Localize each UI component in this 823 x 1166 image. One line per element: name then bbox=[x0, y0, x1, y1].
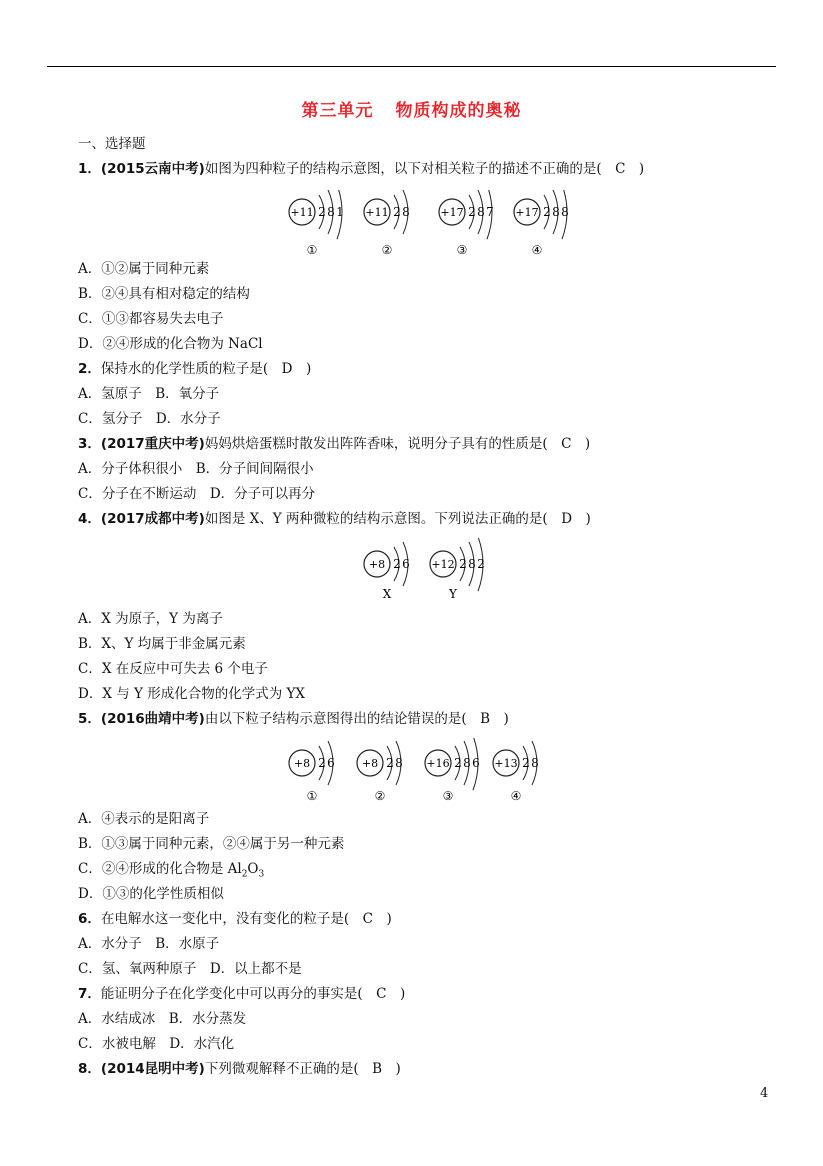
fig2-atom bbox=[430, 538, 485, 601]
page-title bbox=[0, 96, 823, 121]
electron-count: 6 bbox=[402, 557, 410, 571]
q6-options-cd: C．氢、氧两种原子 D．以上都不是 bbox=[78, 961, 302, 977]
section-heading: 一、选择题 bbox=[78, 136, 146, 152]
q1-option-d: D．②④形成的化合物为 NaCl bbox=[78, 336, 263, 352]
electron-count: 2 bbox=[393, 557, 401, 571]
q5-option-c: C．②④形成的化合物是 $Al_2O_3$ bbox=[78, 861, 265, 880]
question-6: 6．在电解水这一变化中，没有变化的粒子是( C ) bbox=[78, 911, 392, 927]
question-3: 3．(2017重庆中考)妈妈烘焙蛋糕时散发出阵阵香味，说明分子具有的性质是( C ) bbox=[78, 436, 591, 452]
diagram-label: ④ bbox=[531, 243, 543, 257]
question-1: 1．(2015云南中考)如图为四种粒子的结构示意图，以下对相关粒子的描述不正确的是( C ) bbox=[78, 161, 645, 177]
fig3-atom bbox=[289, 741, 335, 803]
electron-count: 2 bbox=[522, 756, 530, 770]
nucleus-charge: +13 bbox=[494, 757, 518, 770]
q3-options-cd: C．分子在不断运动 D．分子可以再分 bbox=[78, 486, 316, 502]
fig3-atom bbox=[425, 738, 480, 803]
fig1-atom bbox=[289, 190, 344, 257]
q1-option-b: B．②④具有相对稳定的结构 bbox=[78, 286, 250, 302]
q2-options-ab: A．氢原子 B．氧分子 bbox=[78, 386, 220, 402]
nucleus-charge: +12 bbox=[431, 558, 455, 571]
figure-3-particle-diagrams bbox=[280, 738, 580, 808]
nucleus-charge: +17 bbox=[515, 206, 539, 219]
electron-count: 8 bbox=[468, 557, 476, 571]
electron-count: 8 bbox=[395, 756, 403, 770]
electron-count: 8 bbox=[552, 205, 560, 219]
diagram-label: X bbox=[382, 587, 392, 601]
q1-option-a: A．①②属于同种元素 bbox=[78, 261, 210, 277]
question-5: 5．(2016曲靖中考)由以下粒子结构示意图得出的结论错误的是( B ) bbox=[78, 711, 509, 727]
title-unit: 第三单元 bbox=[301, 101, 374, 121]
diagram-label: ④ bbox=[510, 789, 522, 803]
electron-count: 8 bbox=[531, 756, 539, 770]
figure-1-atom-diagrams bbox=[280, 190, 580, 260]
electron-count: 2 bbox=[386, 756, 394, 770]
electron-count: 7 bbox=[486, 205, 494, 219]
question-7: 7．能证明分子在化学变化中可以再分的事实是( C ) bbox=[78, 986, 406, 1002]
nucleus-charge: +11 bbox=[365, 206, 389, 219]
fig1-atom bbox=[364, 190, 410, 257]
nucleus-charge: +8 bbox=[361, 757, 379, 770]
fig3-atom bbox=[357, 741, 403, 803]
electron-count: 8 bbox=[402, 205, 410, 219]
question-4: 4．(2017成都中考)如图是 X、Y 两种微粒的结构示意图。下列说法正确的是( D ) bbox=[78, 511, 591, 527]
nucleus-charge: +16 bbox=[426, 757, 450, 770]
question-8: 8．(2014昆明中考)下列微观解释不正确的是( B ) bbox=[78, 1061, 401, 1077]
electron-count: 8 bbox=[561, 205, 569, 219]
nucleus-charge: +8 bbox=[368, 558, 386, 571]
diagram-label: ① bbox=[306, 243, 318, 257]
q6-options-ab: A．水分子 B．水原子 bbox=[78, 936, 220, 952]
diagram-label: ① bbox=[306, 789, 318, 803]
electron-count: 2 bbox=[318, 756, 326, 770]
q4-option-a: A．X 为原子，Y 为离子 bbox=[78, 611, 223, 627]
electron-count: 2 bbox=[468, 205, 476, 219]
electron-count: 6 bbox=[472, 756, 480, 770]
diagram-label: ③ bbox=[456, 243, 468, 257]
electron-count: 2 bbox=[318, 205, 326, 219]
electron-count: 8 bbox=[463, 756, 471, 770]
question-2: 2．保持水的化学性质的粒子是( D ) bbox=[78, 361, 312, 377]
title-topic: 物质构成的奥秘 bbox=[395, 101, 522, 121]
diagram-label: ② bbox=[374, 789, 386, 803]
electron-count: 2 bbox=[477, 557, 485, 571]
q4-option-c: C．X 在反应中可失去 6 个电子 bbox=[78, 661, 268, 677]
q1-option-c: C．①③都容易失去电子 bbox=[78, 311, 224, 327]
electron-count: 1 bbox=[336, 205, 344, 219]
electron-count: 8 bbox=[327, 205, 335, 219]
diagram-label: ② bbox=[381, 243, 393, 257]
fig2-svg bbox=[355, 538, 505, 602]
q2-options-cd: C．氢分子 D．水分子 bbox=[78, 411, 221, 427]
electron-count: 2 bbox=[459, 557, 467, 571]
fig3-atom bbox=[493, 741, 539, 803]
fig2-atom bbox=[364, 542, 410, 601]
electron-count: 2 bbox=[393, 205, 401, 219]
nucleus-charge: +8 bbox=[293, 757, 311, 770]
q4-option-d: D．X 与 Y 形成化合物的化学式为 YX bbox=[78, 686, 306, 702]
fig1-atom bbox=[439, 190, 494, 257]
q3-options-ab: A．分子体积很小 B．分子间间隔很小 bbox=[78, 461, 314, 477]
fig1-svg bbox=[280, 190, 580, 260]
nucleus-charge: +11 bbox=[290, 206, 314, 219]
diagram-label: Y bbox=[449, 587, 457, 601]
electron-count: 2 bbox=[454, 756, 462, 770]
q5-option-d: D．①③的化学性质相似 bbox=[78, 886, 224, 902]
figure-2-xy-diagrams bbox=[355, 538, 505, 602]
q5-option-b: B．①③属于同种元素，②④属于另一种元素 bbox=[78, 836, 345, 852]
electron-count: 8 bbox=[477, 205, 485, 219]
fig3-svg bbox=[280, 738, 580, 808]
electron-count: 6 bbox=[327, 756, 335, 770]
nucleus-charge: +17 bbox=[440, 206, 464, 219]
page-number: 4 bbox=[760, 1086, 769, 1101]
fig1-atom bbox=[514, 190, 569, 257]
header-rule bbox=[47, 66, 776, 67]
q7-options-cd: C．水被电解 D．水汽化 bbox=[78, 1036, 235, 1052]
q7-options-ab: A．水结成冰 B．水分蒸发 bbox=[78, 1011, 247, 1027]
q4-option-b: B．X、Y 均属于非金属元素 bbox=[78, 636, 246, 652]
diagram-label: ③ bbox=[442, 789, 454, 803]
q5-option-a: A．④表示的是阳离子 bbox=[78, 811, 210, 827]
electron-count: 2 bbox=[543, 205, 551, 219]
